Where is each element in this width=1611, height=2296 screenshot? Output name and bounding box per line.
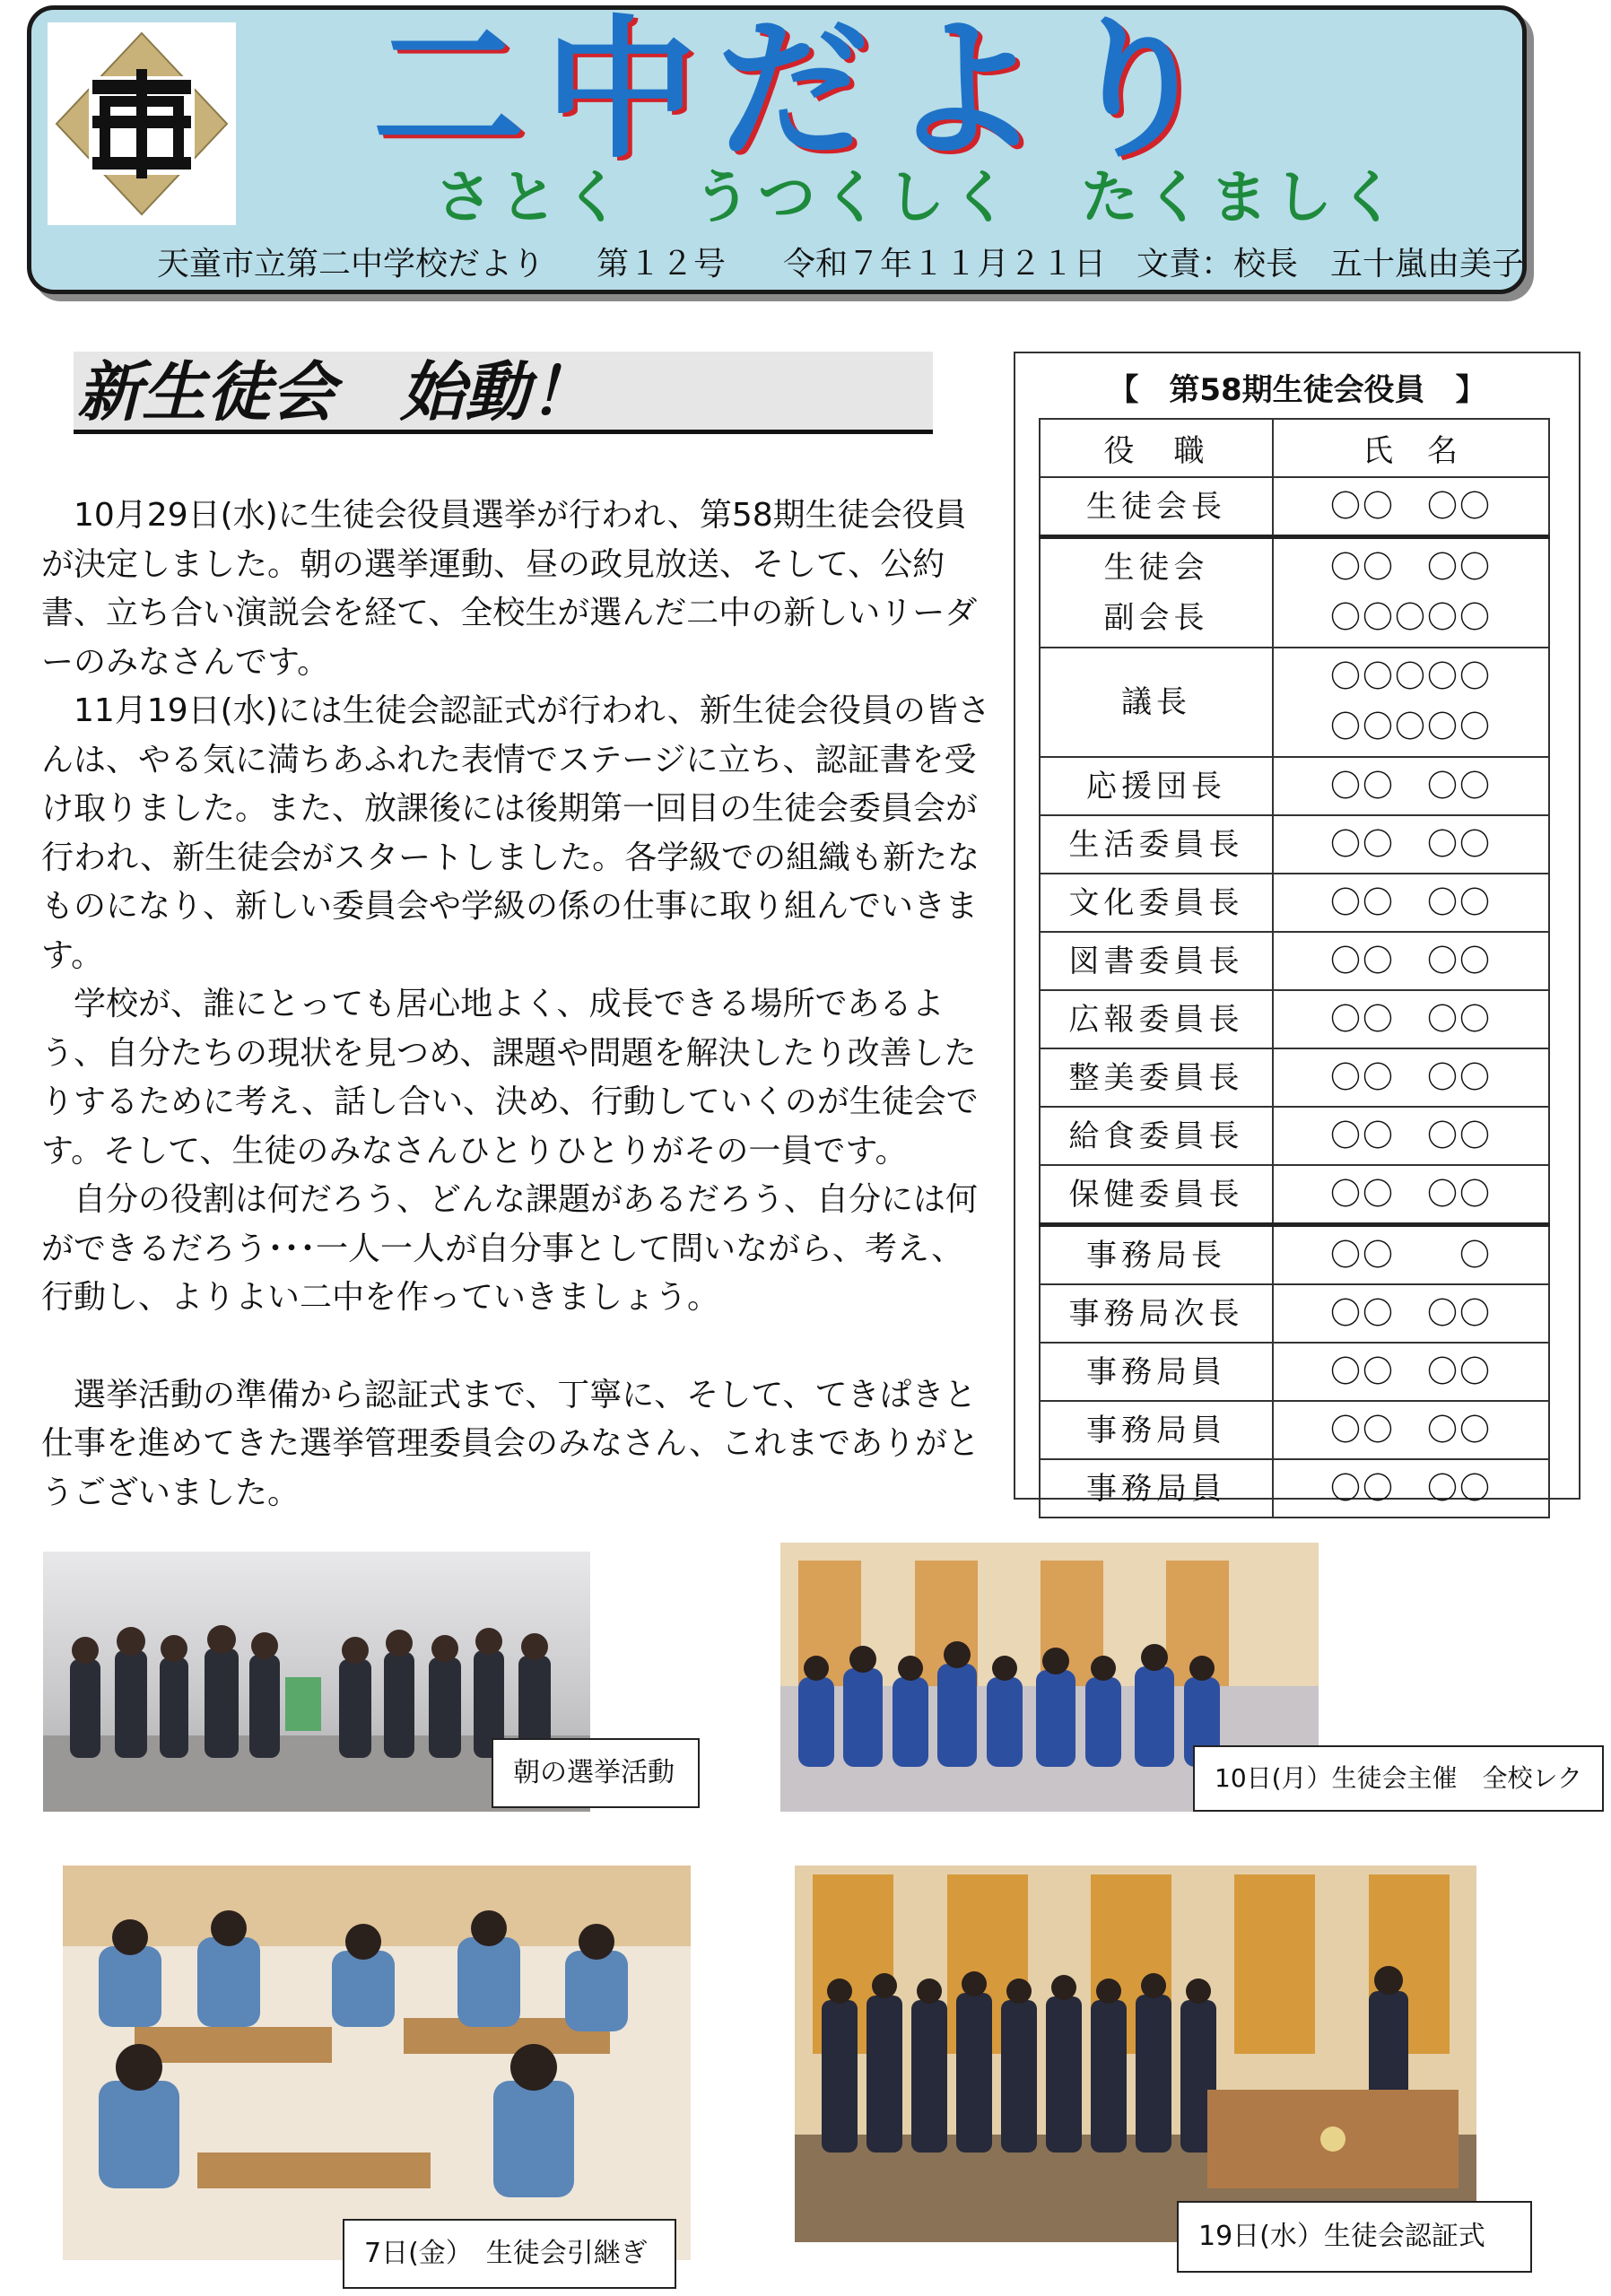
officer-role [1040,648,1273,757]
table-row [1040,1165,1549,1225]
officer-role [1040,477,1273,537]
article-paragraph: 11月19日(水)には生徒会認証式が行われ、新生徒会役員の皆さんは、やる気に満ちあふれた表情でステージに立ち、認証書を受け取りました。また、放課後には後期第一回目の生徒会委員会が行われ、新生徒会がスタートしました。各学級での組織も新たなものになり、新しい委員会や学級の係の仕事に取り組んでいきます。 [41,692,990,974]
officer-name-text: 〇〇 〇〇 [1330,943,1492,979]
officer-role-text: 事務局員 [1086,1353,1226,1390]
officer-role [1040,1284,1273,1343]
publisher: 天童市立第二中学校だより [157,246,545,283]
officer-role [1040,874,1273,932]
photo-installation-ceremony [795,1866,1476,2242]
officer-name [1273,990,1549,1048]
officer-role-text: 事務局員 [1086,1412,1226,1448]
officer-name [1273,1107,1549,1165]
officer-name [1273,1048,1549,1107]
officer-name-text: 〇〇 〇〇 [1330,1176,1492,1213]
table-row [1040,874,1549,932]
table-row [1040,1107,1549,1165]
table-row [1040,1459,1549,1518]
table-row [1040,1225,1549,1285]
officer-role-text: 給食委員長 [1068,1118,1244,1154]
officer-name-text: 〇〇 〇〇 [1330,1412,1492,1448]
table-row [1040,1343,1549,1401]
officer-table [1039,418,1550,1518]
officer-role [1040,757,1273,815]
officer-name [1273,648,1549,757]
officer-name-text: 〇〇 〇〇 [1330,1118,1492,1154]
officer-role [1040,815,1273,874]
article-paragraph: 自分の役割は何だろう、どんな課題があるだろう、自分には何ができるだろう･･･一人一人が自分事として問いながら、考え、行動し、よりよい二中を作っていきましょう。 [41,1181,979,1316]
newsletter-title: 二中だより [372,2,1234,179]
table-row [1040,932,1549,990]
officer-name [1273,1165,1549,1225]
officer-name [1273,1401,1549,1459]
table-header-row [1040,419,1549,477]
officer-name-text: 〇〇 〇 [1330,1237,1492,1274]
table-row [1040,477,1549,537]
column-header-role: 役 職 [1040,419,1273,477]
issue-date: 令和７年１１月２１日 [783,246,1107,283]
officer-name-text: 〇〇 〇〇 [1330,1295,1492,1332]
officer-name [1273,815,1549,874]
officer-role [1040,537,1273,648]
photo-caption: 朝の選挙活動 [492,1738,700,1808]
officer-role-text: 生徒会長 [1086,488,1226,525]
officer-role [1040,1107,1273,1165]
officer-role [1040,1225,1273,1285]
officer-name [1273,1225,1549,1285]
newsletter-header [27,2,1527,294]
author: 文責：校長 五十嵐由美子 [1136,246,1525,283]
officer-name-text: 〇〇 〇〇 [1330,1353,1492,1390]
officer-name-text: 〇〇〇〇〇 [1330,600,1492,636]
table-row [1040,990,1549,1048]
officer-name-text: 〇〇 〇〇 [1330,1001,1492,1038]
officer-role [1040,990,1273,1048]
officer-name [1273,932,1549,990]
officer-name [1273,477,1549,537]
officer-name [1273,537,1549,648]
article-paragraph: 学校が、誰にとっても居心地よく、成長できる場所であるよう、自分たちの現状を見つめ、課題や問題を解決したり改善したりするために考え、話し合い、決め、行動していくのが生徒会です。そして、生徒のみなさんひとりひとりがその一員です。 [41,986,979,1170]
officer-role-text: 事務局次長 [1068,1295,1244,1332]
table-row [1040,648,1549,757]
table-row [1040,537,1549,648]
article-body [41,491,994,1518]
officer-role-text: 生活委員長 [1068,826,1244,863]
table-row [1040,815,1549,874]
officer-role [1040,1401,1273,1459]
officer-role-text: 生徒会 [1103,550,1209,586]
photo-caption: 19日(水）生徒会認証式 [1177,2201,1532,2273]
officer-role [1040,1343,1273,1401]
officer-name-text: 〇〇 〇〇 [1330,1059,1492,1096]
photo-caption: 10日(月）生徒会主催 全校レク [1193,1745,1604,1812]
officer-role-text: 副会長 [1103,600,1209,636]
officer-role [1040,1048,1273,1107]
article-paragraph: 10月29日(水)に生徒会役員選挙が行われ、第58期生徒会役員が決定しました。朝の選挙運動、昼の政見放送、そして、公約書、立ち合い演説会を経て、全校生が選んだ二中の新しいリーダーのみなさんです。 [41,497,978,681]
table-row [1040,1048,1549,1107]
article-heading-box [74,352,933,434]
issue-number: 第１２号 [597,246,727,283]
officer-role-text: 事務局長 [1086,1237,1226,1274]
officer-name-text: 〇〇 〇〇 [1330,550,1492,586]
officer-name [1273,1284,1549,1343]
officer-role [1040,932,1273,990]
officer-name-text: 〇〇 〇〇 [1330,884,1492,921]
school-emblem-icon [48,22,236,225]
officer-name-text: 〇〇 〇〇 [1330,488,1492,525]
article-heading: 新生徒会 始動！ [77,354,595,430]
photo-caption: 7日(金） 生徒会引継ぎ [343,2219,676,2289]
officer-role-text: 事務局員 [1086,1470,1226,1507]
officer-role-text: 図書委員長 [1068,943,1244,979]
officer-name [1273,757,1549,815]
officer-role-text: 保健委員長 [1068,1176,1244,1213]
officer-role-text: 整美委員長 [1068,1059,1244,1096]
table-row [1040,1284,1549,1343]
officer-list-panel [1014,352,1581,1507]
officer-role-text: 文化委員長 [1068,884,1244,921]
officer-name-text: 〇〇 〇〇 [1330,1470,1492,1507]
heading-underline [74,430,933,434]
officer-role [1040,1165,1273,1225]
column-header-name: 氏 名 [1273,419,1549,477]
photo-council-handover [63,1866,691,2260]
officer-role-text: 広報委員長 [1068,1001,1244,1038]
table-row [1040,757,1549,815]
officer-name-text: 〇〇〇〇〇 [1330,709,1492,745]
officer-role [1040,1459,1273,1518]
table-row [1040,1401,1549,1459]
officer-name [1273,874,1549,932]
officer-role-text: 議長 [1121,684,1191,720]
officer-name-text: 〇〇 〇〇 [1330,826,1492,863]
officer-name [1273,1459,1549,1518]
officer-name [1273,1343,1549,1401]
officer-list-caption: 【 第58期生徒会役員 】 [1108,372,1486,408]
article-closing: 選挙活動の準備から認証式まで、丁寧に、そして、てきぱきと仕事を進めてきた選挙管理委員会のみなさん、これまでありがとうございました。 [41,1376,980,1511]
officer-name-text: 〇〇 〇〇 [1330,768,1492,804]
officer-role-text: 応援団長 [1086,768,1226,804]
officer-name-text: 〇〇〇〇〇 [1330,659,1492,695]
school-motto: さとく うつくしく たくましく [435,165,1404,231]
issue-info [157,245,1524,284]
